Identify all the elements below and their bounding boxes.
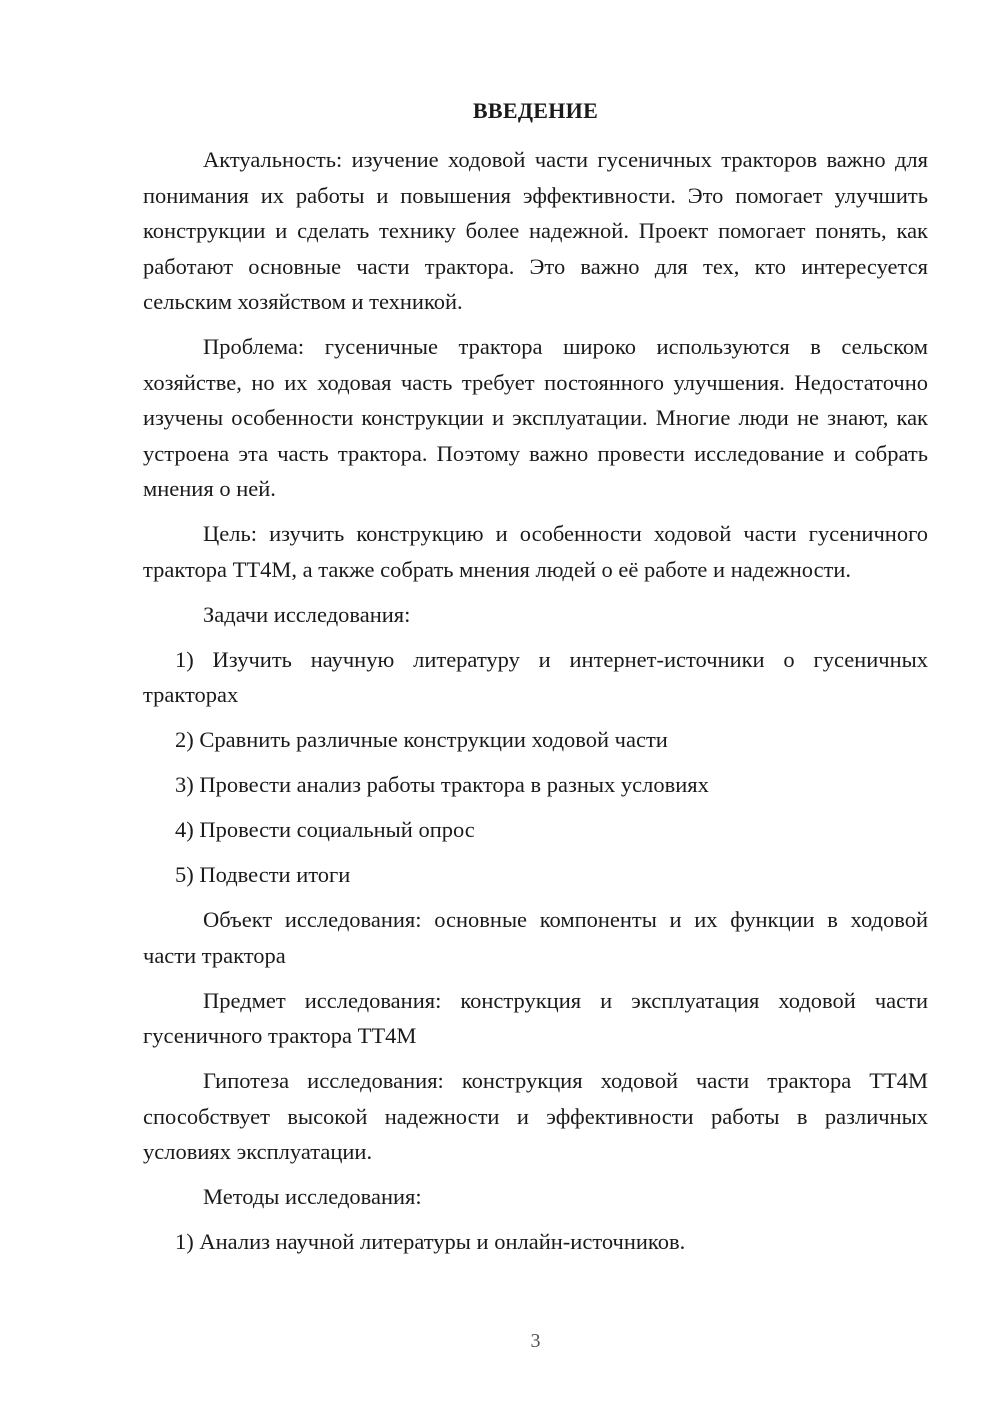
document-body [143,142,928,1269]
task-item-2: 2) Сравнить различные конструкции ходовой части [175,727,668,752]
paragraph-hypothesis: Гипотеза исследования: конструкция ходовой части трактора ТТ4М способствует высокой надежности и эффективности работы в различных условиях эксплуатации. [143,1068,928,1164]
task-item-3: 3) Провести анализ работы трактора в разных условиях [175,772,709,797]
task-item-5: 5) Подвести итоги [175,862,351,887]
paragraph-problem: Проблема: гусеничные трактора широко используются в сельском хозяйстве, но их ходовая часть требует постоянного улучшения. Недостаточно изучены особенности конструкции и эксплуатации. Многие люди не знают, как устроена эта часть трактора. Поэтому важно провести исследование и собрать мнения о ней. [143,334,928,501]
paragraph-tasks-title: Задачи исследования: [203,601,411,627]
task-item-1: 1) Изучить научную литературу и интернет-источники о гусеничных тракторах [143,646,928,707]
section-heading: ВВЕДЕНИЕ [472,98,599,123]
page-number: 3 [530,1330,541,1352]
paragraph-relevance: Актуальность: изучение ходовой части гусеничных тракторов важно для понимания их работы и повышения эффективности. Это помогает улучшить конструкции и сделать технику более надежной. Проект помогает понять, как работают основные части трактора. Это важно для тех, кто интересуется сельским хозяйством и техникой. [143,147,928,314]
paragraph-subject: Предмет исследования: конструкция и эксплуатация ходовой части гусеничного трактора ТТ4М [143,987,928,1048]
paragraph-goal: Цель: изучить конструкцию и особенности ходовой части гусеничного трактора ТТ4М, а также собрать мнения людей о её работе и надежности. [143,521,928,582]
method-item-1: 1) Анализ научной литературы и онлайн-источников. [175,1229,686,1254]
paragraph-methods-title: Методы исследования: [203,1184,422,1209]
task-item-4: 4) Провести социальный опрос [175,817,475,842]
paragraph-object: Объект исследования: основные компоненты и их функции в ходовой части трактора [143,907,928,968]
